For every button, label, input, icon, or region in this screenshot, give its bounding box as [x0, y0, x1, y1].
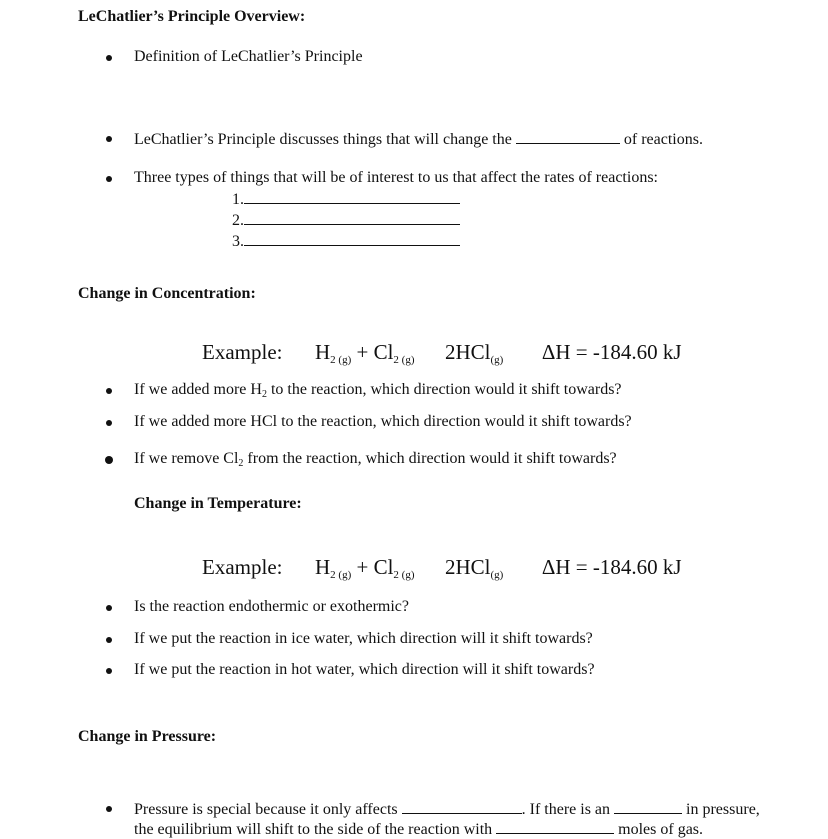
- fill-in-blank[interactable]: [244, 189, 460, 204]
- bullet-icon: [106, 637, 112, 643]
- overview-item-types: Three types of things that will be of interest to us that affect the rates of reactions:: [134, 169, 658, 186]
- temperature-q3: If we put the reaction in hot water, which direction will it shift towards?: [134, 661, 595, 678]
- overview-item-definition: Definition of LeChatlier’s Principle: [134, 48, 363, 65]
- temperature-q2: If we put the reaction in ice water, which direction will it shift towards?: [134, 630, 593, 647]
- bullet-icon: [106, 136, 112, 142]
- fill-in-blank[interactable]: [516, 129, 620, 144]
- concentration-q2: If we added more HCl to the reaction, which direction would it shift towards?: [134, 413, 632, 430]
- overview-item-change: [134, 129, 703, 149]
- concentration-q1: If we added more H2 to the reaction, which direction would it shift towards?: [134, 381, 622, 400]
- concentration-equation: Example: $H_{2 (g)} + Cl_{2 (g)}$ 2HCl$_{(g)}$ ΔH = -184.60 kJ: [202, 340, 682, 366]
- pressure-heading: Change in Pressure:: [78, 728, 217, 745]
- pressure-item-line1: Pressure is special because it only affects . If there is an in pressure,: [134, 801, 760, 818]
- pressure-item-line2: the equilibrium will shift to the side of the reaction with moles of gas.: [134, 821, 704, 838]
- bullet-icon: [105, 456, 113, 464]
- fill-in-blank[interactable]: [244, 210, 460, 225]
- fill-in-blank[interactable]: [244, 231, 460, 246]
- fill-in-blank[interactable]: [496, 819, 614, 834]
- temperature-q1: Is the reaction endothermic or exothermic?: [134, 598, 409, 615]
- bullet-icon: [106, 176, 112, 182]
- bullet-icon: [106, 55, 112, 61]
- bullet-icon: [106, 388, 112, 394]
- list-item: 2.: [232, 210, 460, 231]
- numbered-blanks-list: [232, 189, 460, 252]
- fill-in-blank[interactable]: [402, 799, 522, 814]
- text: LeChatlier’s Principle discusses things that will change the: [134, 131, 512, 148]
- bullet-icon: [106, 668, 112, 674]
- list-item: 1.: [232, 189, 460, 210]
- temperature-equation: Example: $H_{2 (g)} + Cl_{2 (g)}$ 2HCl$_{(g)}$ ΔH = -184.60 kJ: [202, 555, 682, 581]
- temperature-heading: Change in Temperature:: [134, 495, 302, 512]
- list-item: 3.: [232, 231, 460, 252]
- bullet-icon: [106, 806, 112, 812]
- bullet-icon: [106, 605, 112, 611]
- concentration-q3: If we remove Cl2 from the reaction, which direction would it shift towards?: [134, 450, 617, 469]
- text: of reactions.: [623, 131, 703, 148]
- overview-heading: LeChatlier’s Principle Overview:: [78, 8, 306, 25]
- fill-in-blank[interactable]: [614, 799, 682, 814]
- bullet-icon: [106, 420, 112, 426]
- concentration-heading: Change in Concentration:: [78, 285, 256, 302]
